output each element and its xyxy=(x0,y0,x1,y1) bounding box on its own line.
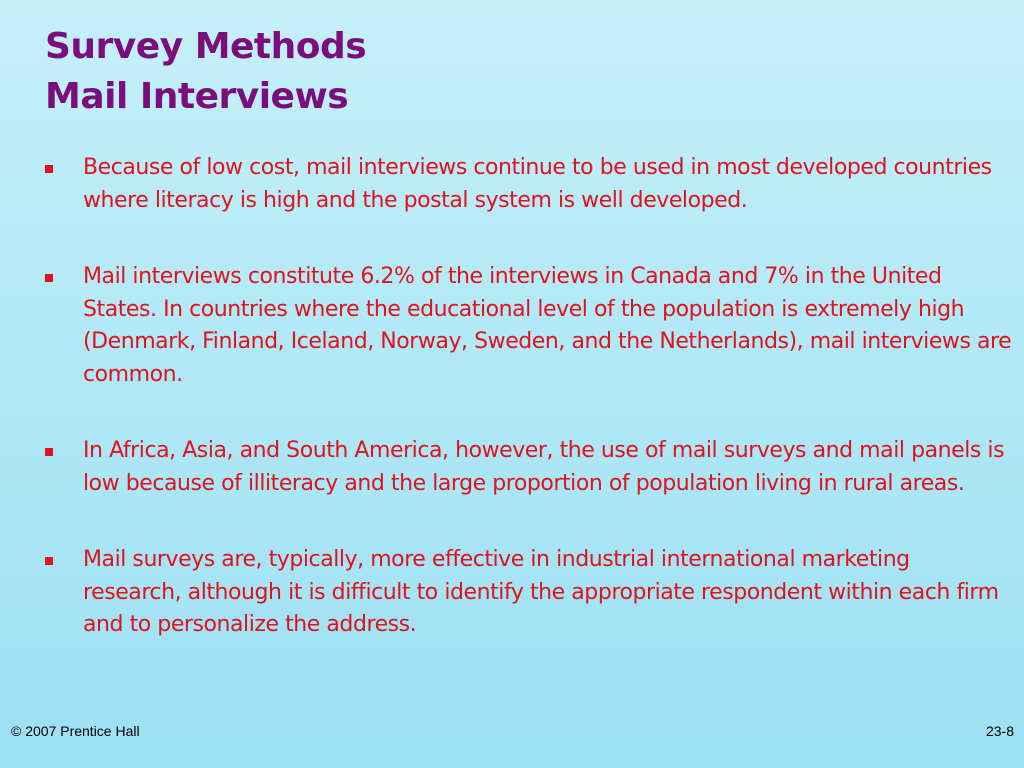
slide-title xyxy=(45,22,366,122)
bullet-text: Mail interviews constitute 6.2% of the interviews in Canada and 7% in the United States. In countries where the educational level of the population is extremely high (Denmark, Finland, Iceland, Norway, Sweden, and the Netherlands), mail interviews are common. xyxy=(83,264,1012,387)
bullet-item xyxy=(43,435,1013,500)
bullet-list xyxy=(43,152,1013,686)
bullet-text: Because of low cost, mail interviews continue to be used in most developed countries where literacy is high and the postal system is well developed. xyxy=(83,155,992,213)
square-bullet-icon xyxy=(45,165,53,173)
square-bullet-icon xyxy=(45,448,53,456)
bullet-text: In Africa, Asia, and South America, however, the use of mail surveys and mail panels is low because of illiteracy and the large proportion of population living in rural areas. xyxy=(83,438,1005,496)
square-bullet-icon xyxy=(45,557,53,565)
title-line-1: Survey Methods xyxy=(45,26,367,67)
title-line-2: Mail Interviews xyxy=(45,76,349,117)
bullet-item xyxy=(43,544,1013,642)
bullet-item xyxy=(43,261,1013,391)
slide-number: 23-8 xyxy=(985,723,1014,739)
bullet-item xyxy=(43,152,1013,217)
square-bullet-icon xyxy=(45,274,53,282)
copyright-notice: © 2007 Prentice Hall xyxy=(11,723,140,739)
bullet-text: Mail surveys are, typically, more effective in industrial international marketing research, although it is difficult to identify the appropriate respondent within each firm and to personalize the address. xyxy=(83,547,999,637)
